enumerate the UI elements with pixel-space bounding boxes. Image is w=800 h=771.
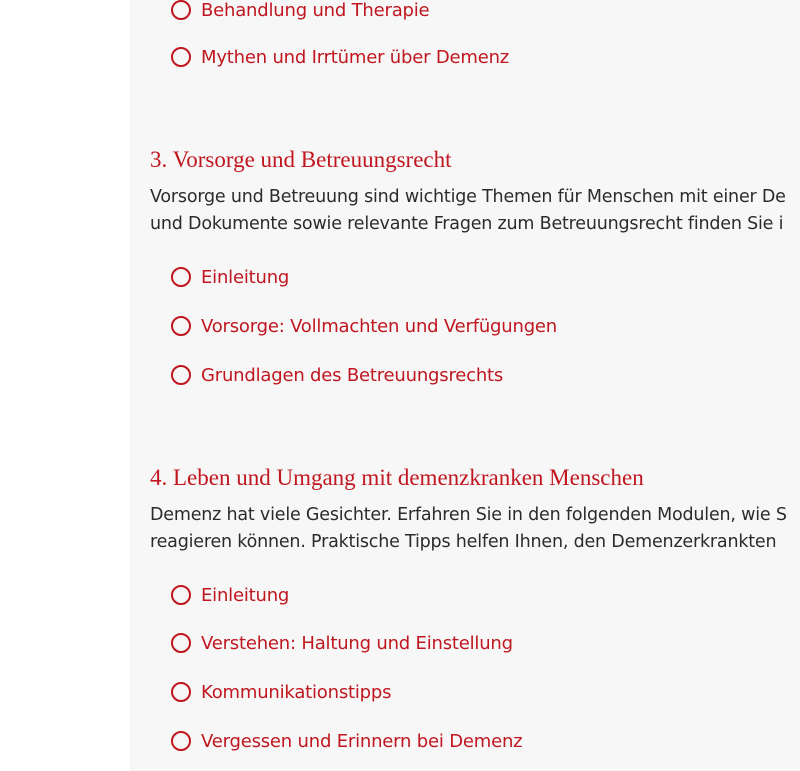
module-link-grundlagen-betreuungsrecht[interactable] [171, 362, 503, 388]
circle-outline-icon [171, 365, 191, 385]
circle-outline-icon [171, 585, 191, 605]
section-intro-line: Demenz hat viele Gesichter. Erfahren Sie in den folgenden Modulen, wie S [150, 505, 787, 525]
module-link-einleitung[interactable] [171, 582, 289, 608]
module-link-label: Vergessen und Erinnern bei Demenz [201, 730, 523, 752]
module-link-label: Einleitung [201, 584, 290, 606]
module-link-vorsorge-vollmachten[interactable] [171, 313, 557, 339]
module-link-behandlung-und-therapie[interactable] [171, 0, 429, 23]
circle-outline-icon [171, 682, 191, 702]
module-link-mythen-und-irrtuemer[interactable] [171, 44, 509, 70]
module-link-einleitung[interactable] [171, 264, 289, 290]
circle-outline-icon [171, 0, 191, 20]
module-link-label: Behandlung und Therapie [201, 0, 430, 21]
module-link-label: Verstehen: Haltung und Einstellung [201, 632, 513, 654]
module-link-verstehen-haltung[interactable] [171, 630, 513, 656]
section-intro-line: und Dokumente sowie relevante Fragen zum Betreuungsrecht finden Sie i [150, 214, 784, 234]
circle-outline-icon [171, 633, 191, 653]
circle-outline-icon [171, 267, 191, 287]
module-link-kommunikationstipps[interactable] [171, 679, 391, 705]
section-heading-vorsorge: 3. Vorsorge und Betreuungsrecht [150, 147, 452, 172]
module-link-label: Kommunikationstipps [201, 681, 392, 703]
module-link-label: Mythen und Irrtümer über Demenz [201, 46, 510, 68]
section-heading-leben-und-umgang: 4. Leben und Umgang mit demenzkranken Menschen [150, 465, 644, 490]
module-link-label: Einleitung [201, 266, 290, 288]
section-intro-line: Vorsorge und Betreuung sind wichtige Themen für Menschen mit einer De [150, 187, 786, 207]
circle-outline-icon [171, 47, 191, 67]
module-link-vergessen-und-erinnern[interactable] [171, 728, 522, 754]
section-intro-line: reagieren können. Praktische Tipps helfen Ihnen, den Demenzerkrankten [150, 532, 777, 552]
circle-outline-icon [171, 731, 191, 751]
module-link-label: Vorsorge: Vollmachten und Verfügungen [201, 315, 558, 337]
circle-outline-icon [171, 316, 191, 336]
module-link-label: Grundlagen des Betreuungsrechts [201, 364, 504, 386]
